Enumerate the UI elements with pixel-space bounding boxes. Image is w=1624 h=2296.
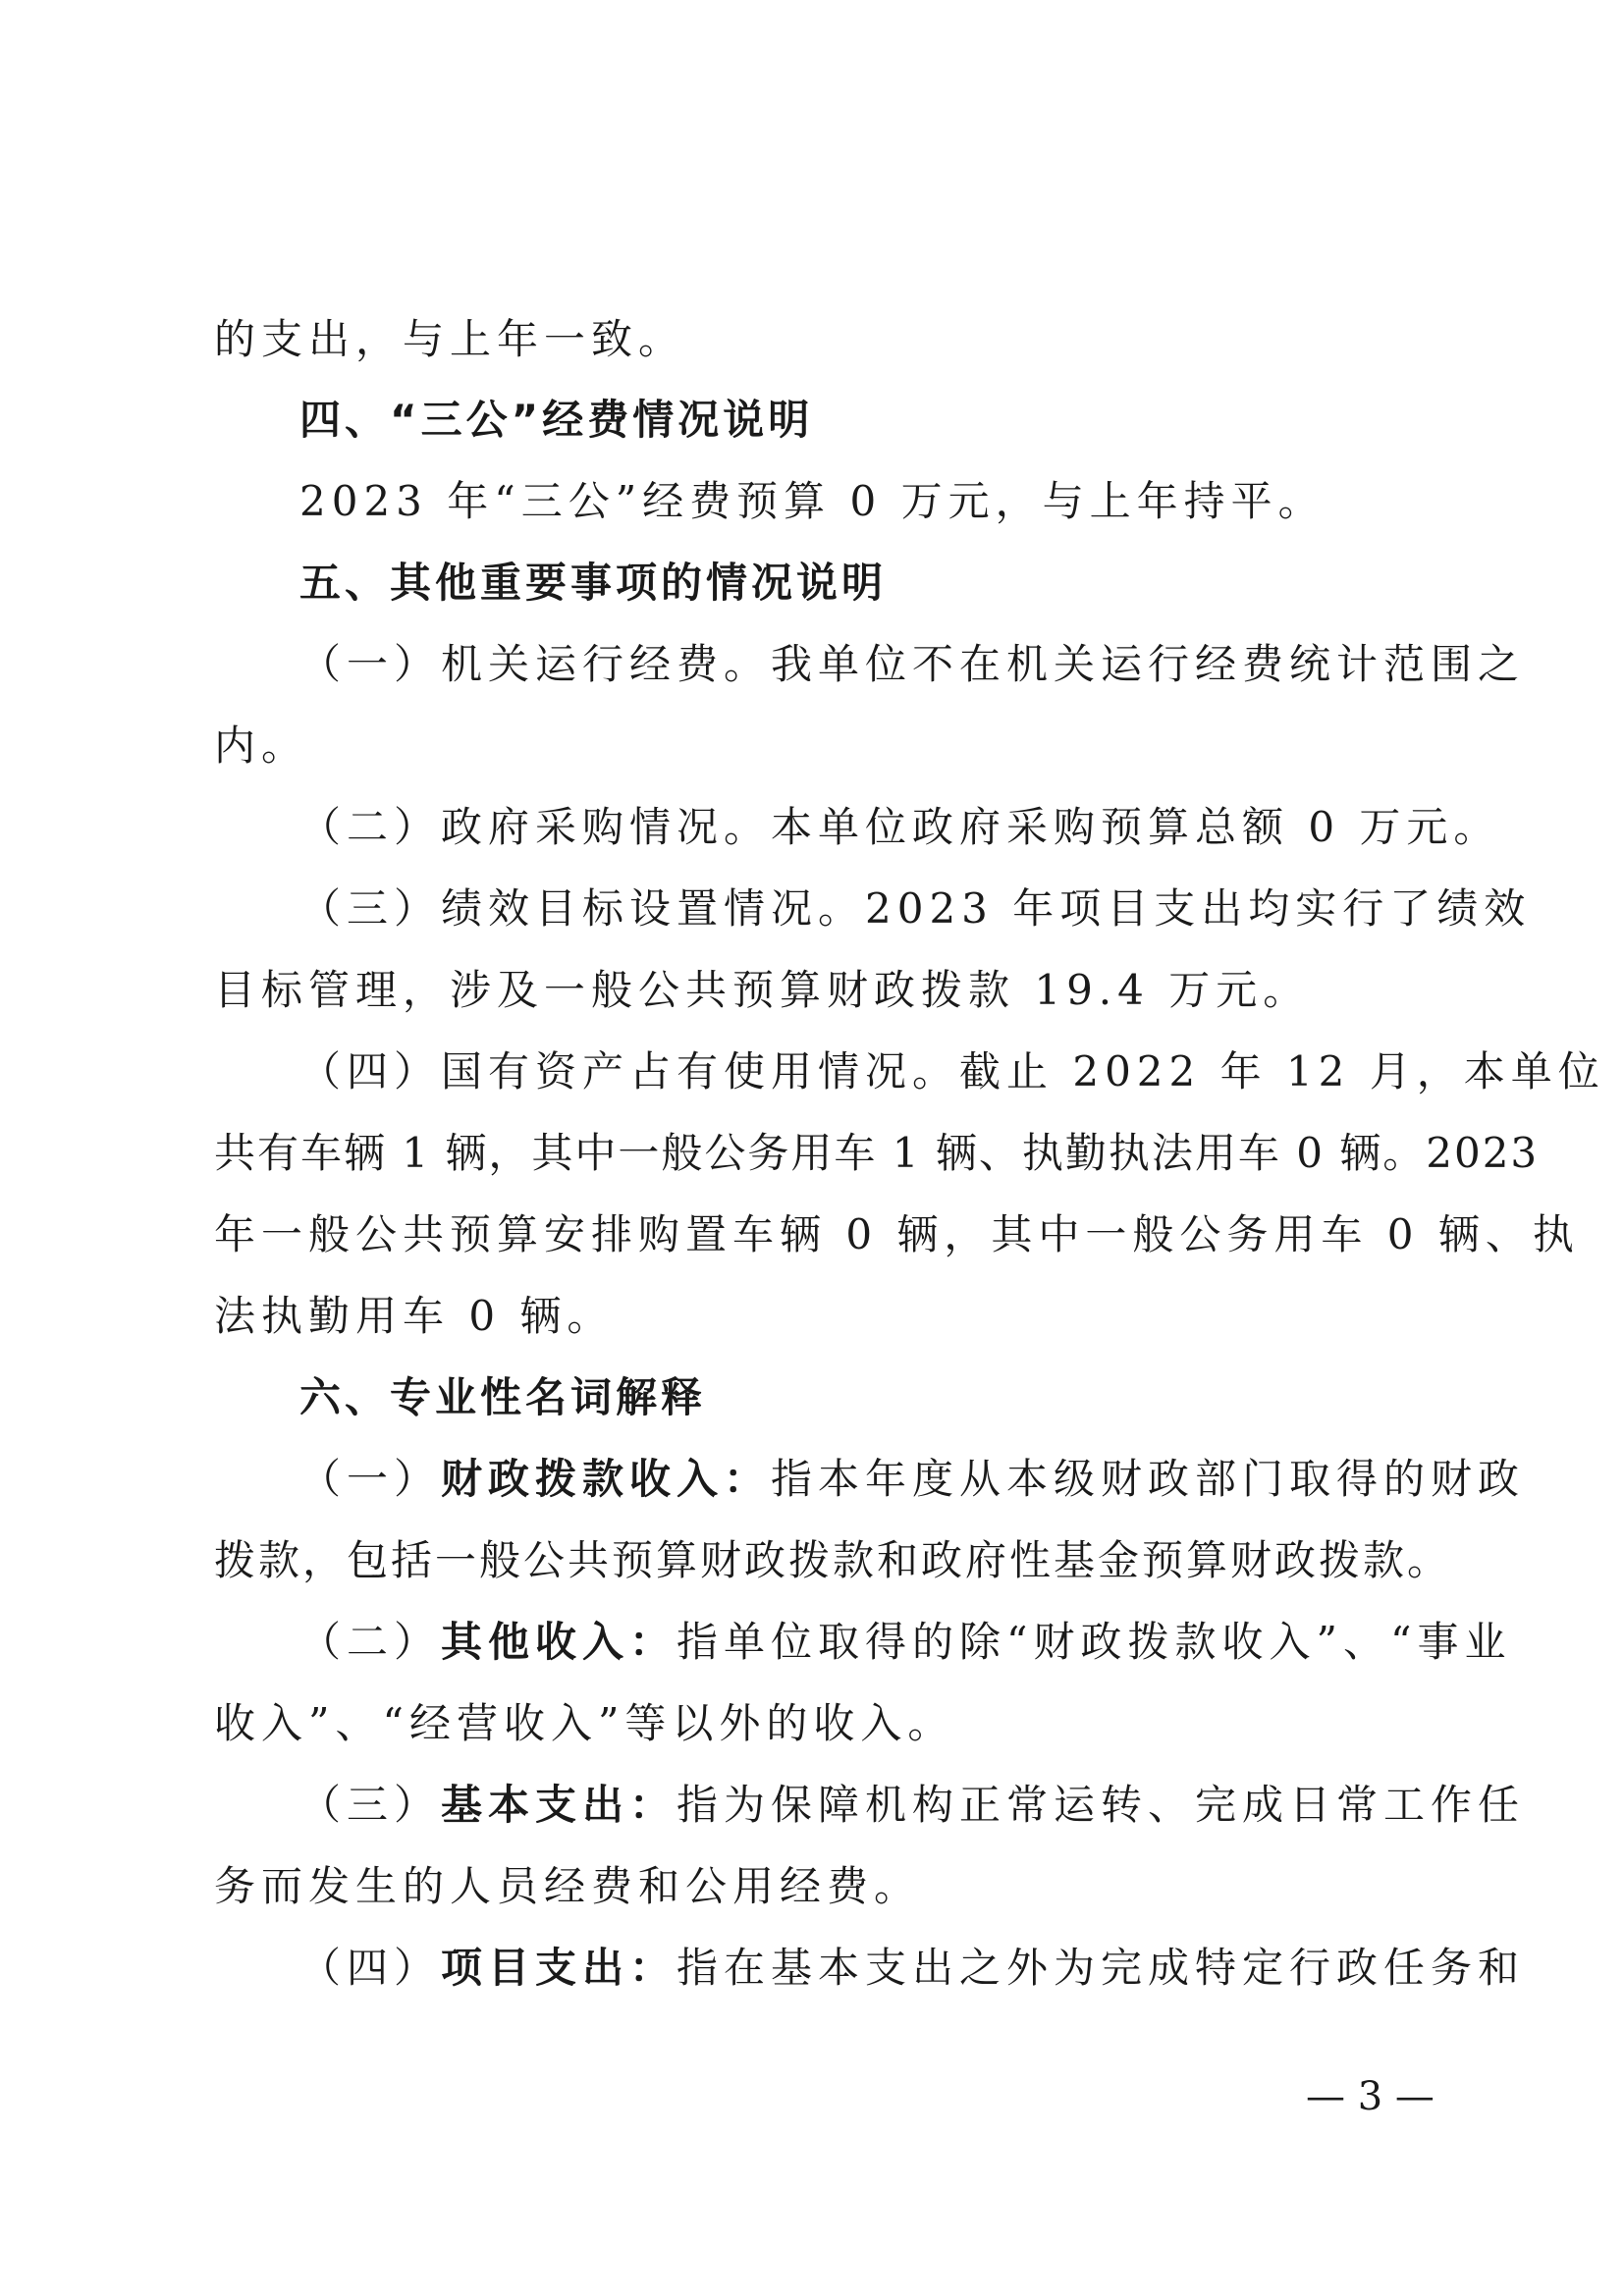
term-line xyxy=(299,1452,1526,1507)
term-line xyxy=(299,1778,1526,1833)
term-number: （一） xyxy=(299,1455,442,1503)
section-heading-four: 四、“三公”经费情况说明 xyxy=(299,396,814,444)
term-definition: 指在基本支出之外为完成特定行政任务和 xyxy=(677,1944,1526,1992)
term-title: 财政拨款收入： xyxy=(441,1455,772,1503)
term-title: 基本支出： xyxy=(441,1781,677,1829)
term-title: 其他收入： xyxy=(441,1618,677,1666)
body-text-line: 2023 年“三公”经费预算 0 万元，与上年持平。 xyxy=(299,477,1326,525)
term-definition: 指本年度从本级财政部门取得的财政 xyxy=(771,1455,1526,1503)
term-line xyxy=(299,1941,1526,1996)
body-text-line: 内。 xyxy=(214,721,309,770)
term-number: （三） xyxy=(299,1781,442,1829)
body-text-line: 的支出，与上年一致。 xyxy=(214,315,686,363)
section-heading-six: 六、专业性名词解释 xyxy=(299,1373,707,1421)
body-text-line: 目标管理，涉及一般公共预算财政拨款 19.4 万元。 xyxy=(214,966,1311,1014)
term-number: （四） xyxy=(299,1944,442,1992)
term-definition: 指为保障机构正常运转、完成日常工作任 xyxy=(677,1781,1526,1829)
section-heading-five: 五、其他重要事项的情况说明 xyxy=(299,559,888,607)
body-text-line: 务而发生的人员经费和公用经费。 xyxy=(214,1862,922,1910)
page-number: — 3 — xyxy=(1306,2074,1435,2119)
body-text-line: 共有车辆 1 辆，其中一般公务用车 1 辆、执勤执法用车 0 辆。2023 xyxy=(214,1129,1540,1177)
body-text-line: 法执勤用车 0 辆。 xyxy=(214,1292,615,1340)
body-text-line: 年一般公共预算安排购置车辆 0 辆，其中一般公务用车 0 辆、执 xyxy=(214,1210,1580,1258)
term-title: 项目支出： xyxy=(441,1944,677,1992)
term-line xyxy=(299,1615,1512,1670)
term-number: （二） xyxy=(299,1618,442,1666)
term-definition: 指单位取得的除“财政拨款收入”、“事业 xyxy=(677,1618,1512,1666)
body-text-line: 收入”、“经营收入”等以外的收入。 xyxy=(214,1699,955,1747)
body-text-line: （一）机关运行经费。我单位不在机关运行经费统计范围之 xyxy=(299,640,1526,688)
body-text-line: （三）绩效目标设置情况。2023 年项目支出均实行了绩效 xyxy=(299,884,1532,933)
body-text-line: 拨款，包括一般公共预算财政拨款和政府性基金预算财政拨款。 xyxy=(214,1536,1452,1584)
body-text-line: （二）政府采购情况。本单位政府采购预算总额 0 万元。 xyxy=(299,803,1501,851)
body-text-line: （四）国有资产占有使用情况。截止 2022 年 12 月，本单位 xyxy=(299,1047,1605,1095)
